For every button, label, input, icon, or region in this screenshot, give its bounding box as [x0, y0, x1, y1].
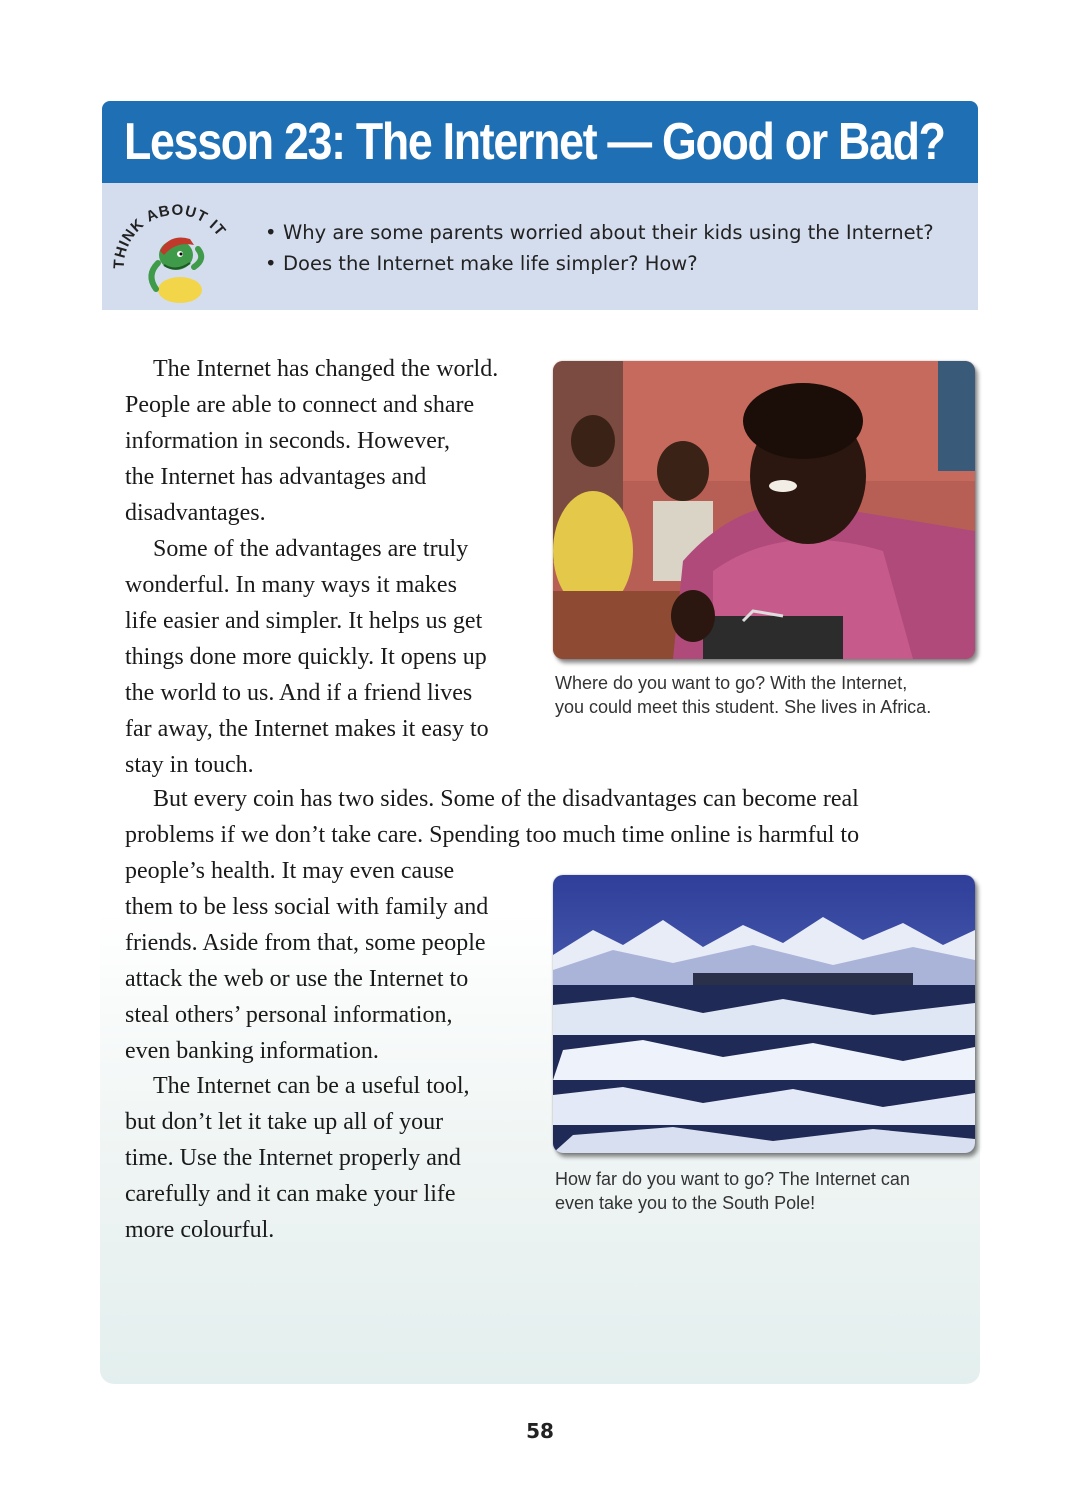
- student-photo-icon: [553, 361, 975, 659]
- paragraph-4: The Internet can be a useful tool, but don’t let it take up all of your time. Use the Internet properly and carefully and it can make your life more colourful.: [125, 1073, 470, 1243]
- south-pole-photo-caption: How far do you want to go? The Internet can even take you to the South Pole!: [555, 1169, 910, 1213]
- mascot-icon: [151, 238, 202, 304]
- title-bar: [102, 101, 978, 183]
- it-label: IT: [206, 216, 230, 241]
- page-number: 58: [526, 1419, 554, 1443]
- think-questions: [265, 217, 934, 279]
- student-photo: [553, 361, 975, 659]
- south-pole-photo: [553, 875, 975, 1153]
- think-about-it-box: [102, 183, 978, 310]
- south-pole-photo-icon: [553, 875, 975, 1153]
- paragraph-3: But every coin has two sides. Some of the disadvantages can become real problems if we don’t take care. Spending too much time online is harmful to people’s health. It may even cause them to be less social with family and friends. Aside from that, some people attack the web or use the Internet to steal others’ personal information, even banking information.: [125, 786, 860, 1064]
- paragraph-2: Some of the advantages are truly wonderful. In many ways it makes life easier and simpler. It helps us get things done more quickly. It opens up the world to us. And if a friend lives far away, the Internet makes it easy to stay in touch.: [125, 536, 489, 778]
- page-title: Lesson 23: The Internet — Good or Bad?: [124, 113, 945, 171]
- think-label: THINK: [110, 215, 148, 270]
- question-item: • Does the Internet make life simpler? How?: [265, 252, 698, 275]
- student-photo-caption: Where do you want to go? With the Internet, you could meet this student. She lives in Africa.: [555, 673, 932, 717]
- paragraph-1: The Internet has changed the world. People are able to connect and share information in seconds. However, the Internet has advantages and disadvantages.: [125, 356, 499, 526]
- question-item: • Why are some parents worried about their kids using the Internet?: [265, 221, 934, 244]
- think-about-it-logo: [110, 193, 242, 303]
- about-label: ABOUT: [143, 201, 211, 227]
